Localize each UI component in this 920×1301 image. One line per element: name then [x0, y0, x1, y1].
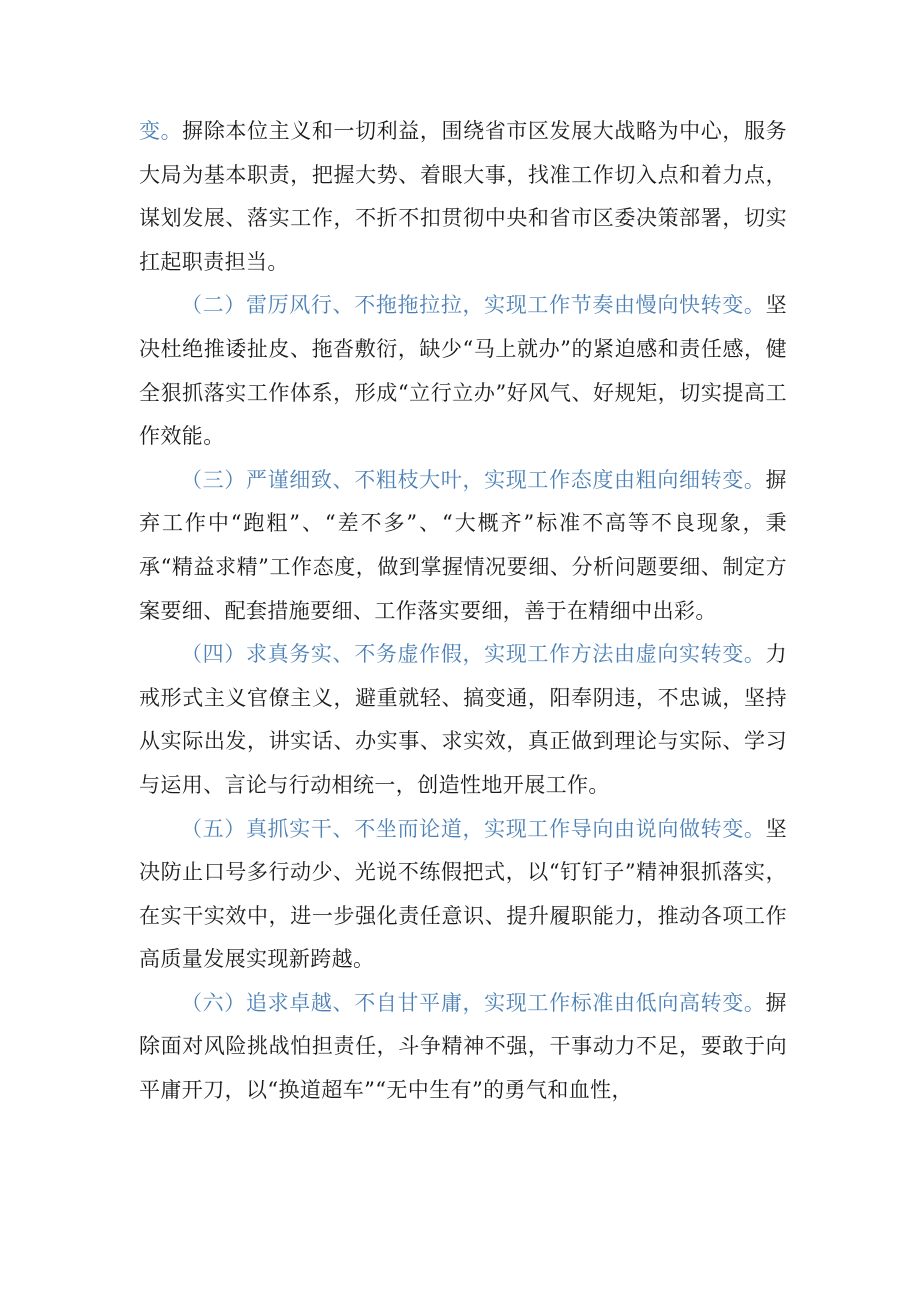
paragraph-3-body: 摒弃工作中“跑粗”、“差不多”、“大概齐”标准不高等不良现象，秉承“精益求精”工作态度，做到掌握情况要细、分析问题要细、制定方案要细、配套措施要细、工作落实要细，善于在精细中出彩。 — [139, 467, 787, 623]
paragraph-1-body: 摒除本位主义和一切利益，围绕省市区发展大战略为中心，服务大局为基本职责，把握大势、着眼大事，找准工作切入点和着力点，谋划发展、落实工作，不折不扣贯彻中央和省市区委决策部署，切实扛起职责担当。 — [139, 119, 787, 274]
paragraph-3-heading: （三）严谨细致、不粗枝大叶，实现工作态度由粗向细转变。 — [181, 467, 766, 492]
paragraph-5 — [139, 808, 787, 982]
paragraph-2-body: 坚决杜绝推诿扯皮、拖沓敷衍，缺少“马上就办”的紧迫感和责任感，健全狠抓落实工作体系，形成“立行立办”好风气、好规矩，切实提高工作效能。 — [139, 293, 787, 449]
document-body — [139, 110, 787, 1113]
paragraph-2-heading: （二）雷厉风行、不拖拖拉拉，实现工作节奏由慢向快转变。 — [181, 293, 766, 318]
paragraph-5-heading: （五）真抓实干、不坐而论道，实现工作导向由说向做转变。 — [181, 816, 766, 841]
paragraph-4 — [139, 633, 787, 807]
paragraph-1-heading-tail: 变。 — [139, 119, 183, 143]
paragraph-2 — [139, 284, 787, 458]
paragraph-6 — [139, 982, 787, 1113]
paragraph-1 — [139, 110, 787, 284]
paragraph-5-body: 坚决防止口号多行动少、光说不练假把式，以“钉钉子”精神狠抓落实，在实干实效中，进一步强化责任意识、提升履职能力，推动各项工作高质量发展实现新跨越。 — [139, 816, 787, 972]
paragraph-6-heading: （六）追求卓越、不自甘平庸，实现工作标准由低向高转变。 — [181, 990, 766, 1015]
paragraph-6-body: 摒除面对风险挑战怕担责任，斗争精神不强，干事动力不足，要敢于向平庸开刀，以“换道超车”“无中生有”的勇气和血性， — [139, 990, 787, 1103]
paragraph-4-heading: （四）求真务实、不务虚作假，实现工作方法由虚向实转变。 — [181, 642, 766, 667]
paragraph-4-body: 力戒形式主义官僚主义，避重就轻、搞变通，阳奉阴违，不忠诚，坚持从实际出发，讲实话、办实事、求实效，真正做到理论与实际、学习与运用、言论与行动相统一，创造性地开展工作。 — [139, 642, 787, 797]
paragraph-3 — [139, 459, 787, 633]
